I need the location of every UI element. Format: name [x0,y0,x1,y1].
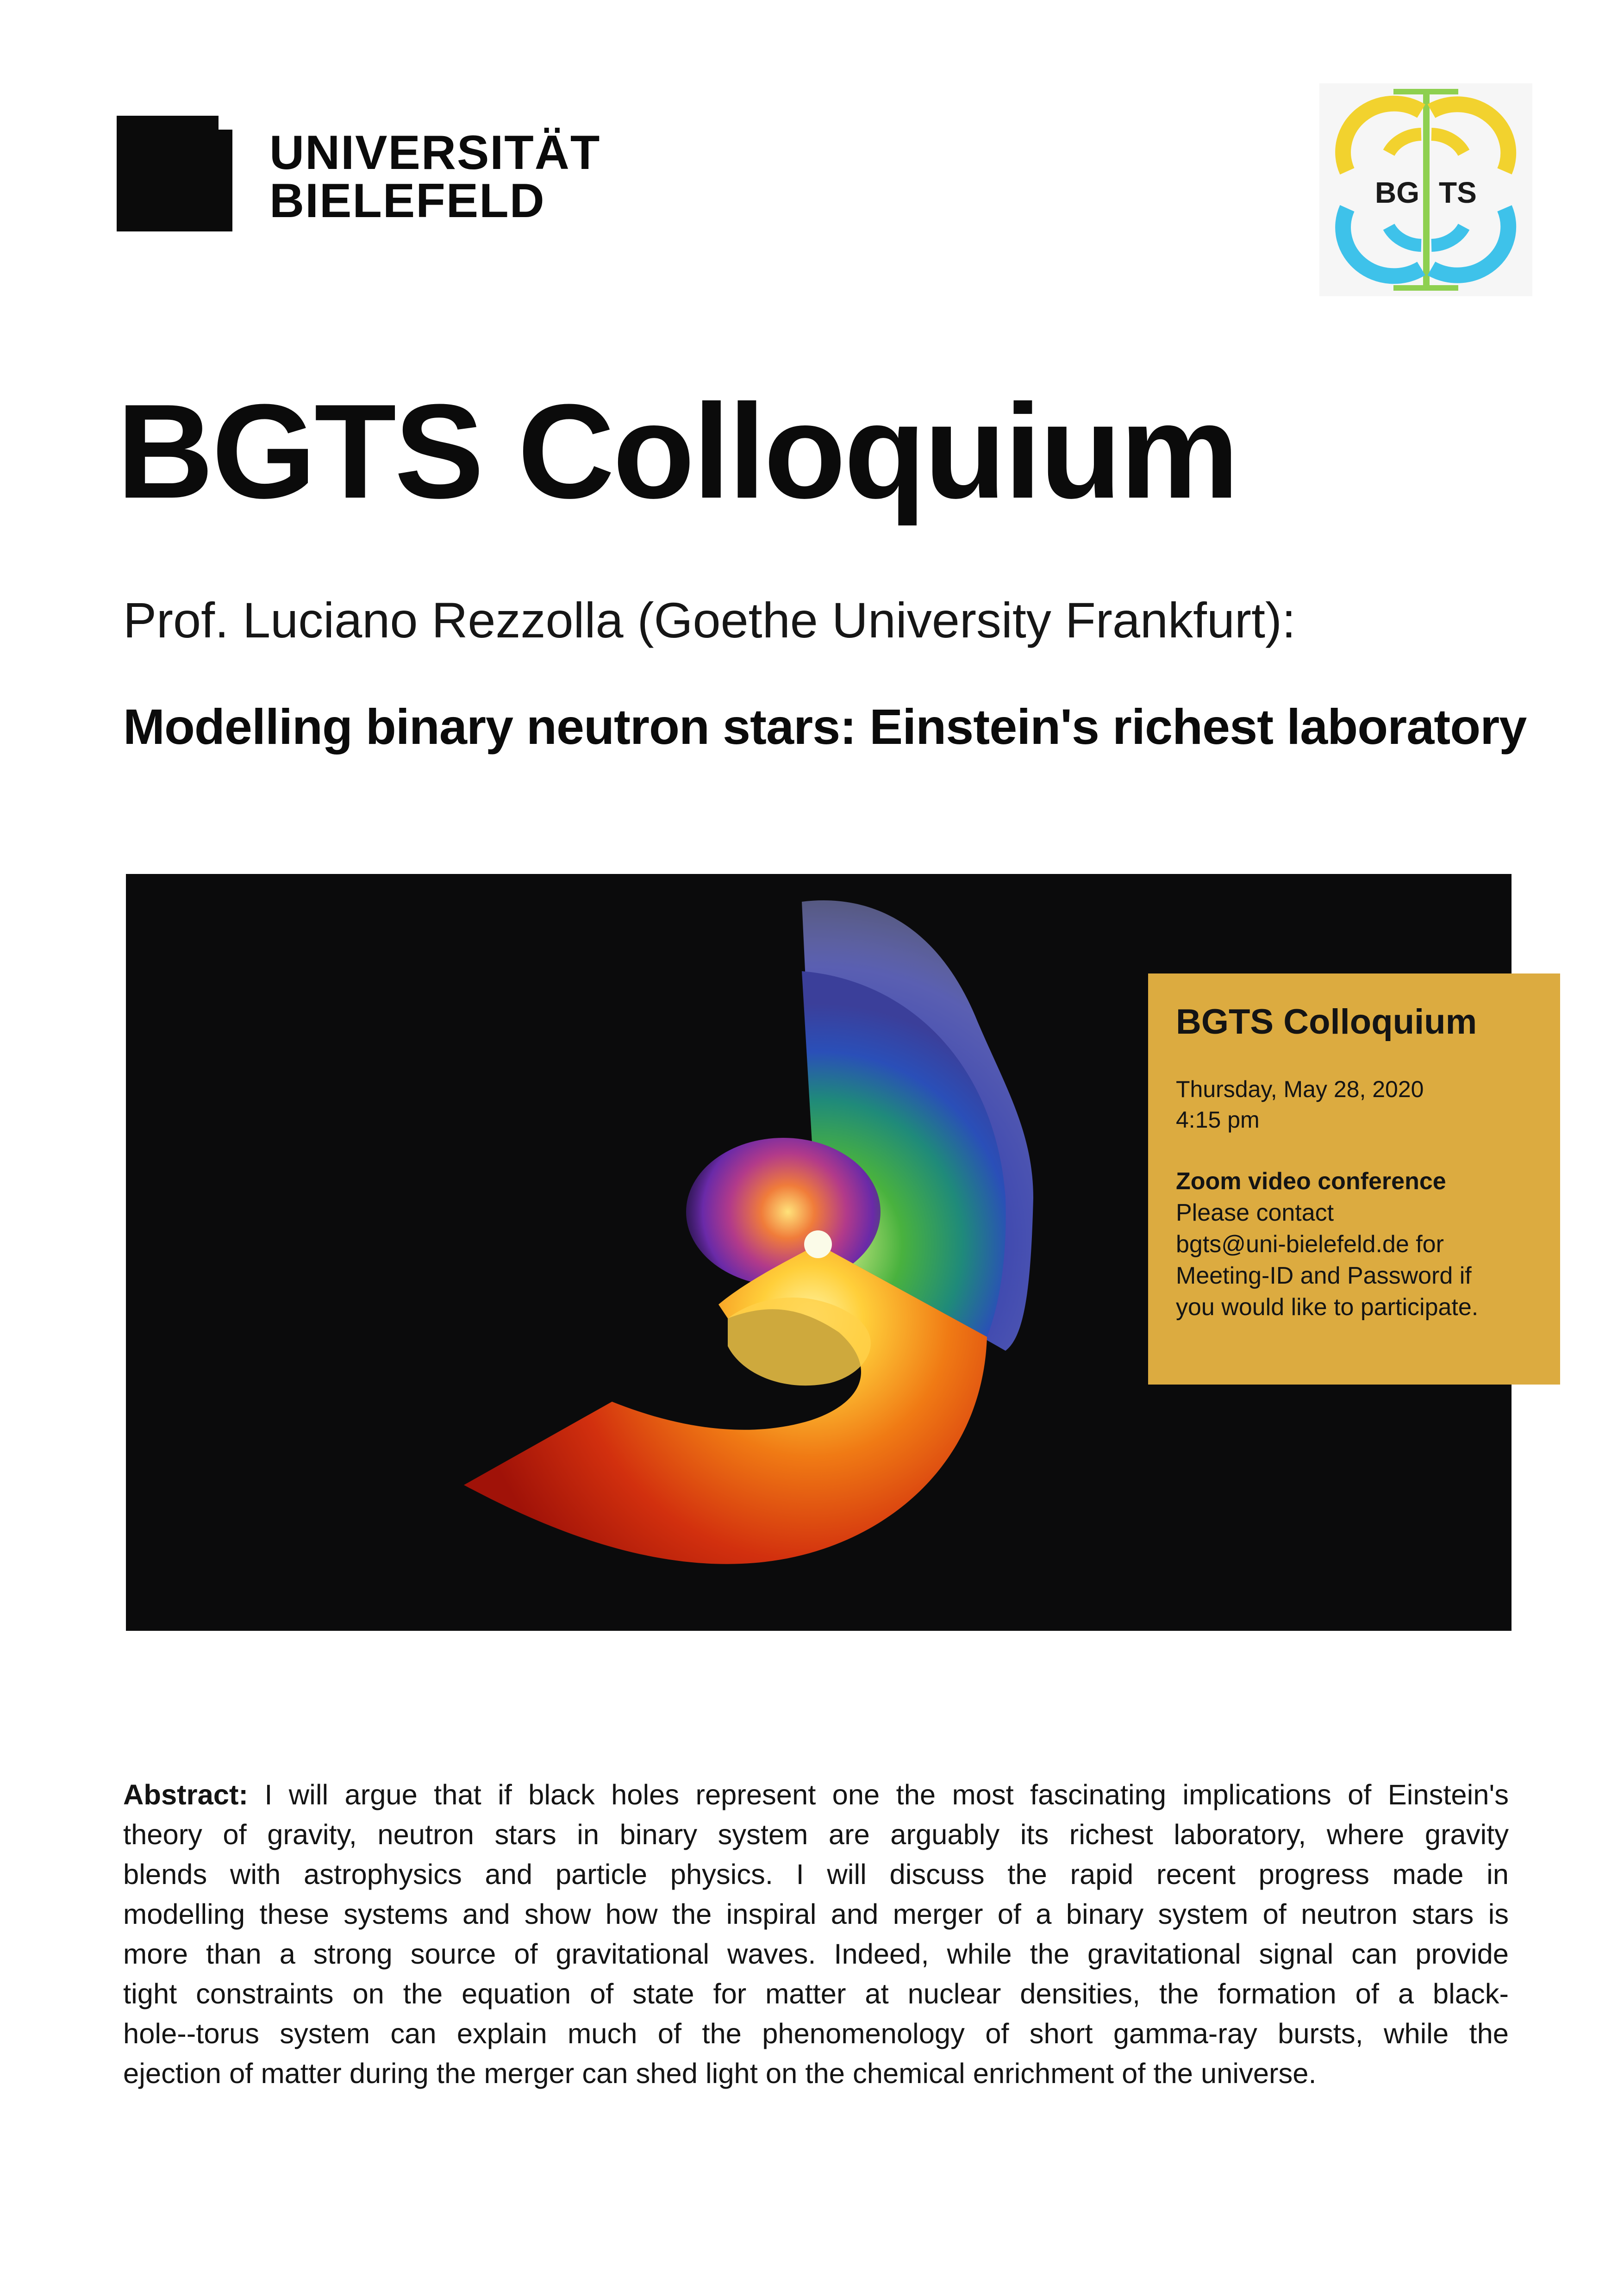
abstract [123,1775,1509,2094]
bgts-logo-left-text: BG [1375,176,1419,209]
abstract-line [123,1775,1509,1815]
abstract-line: more than a strong source of gravitational waves. Indeed, while the gravitational signal can provide [123,1938,1509,1970]
bgts-logo [1319,83,1532,296]
university-logo [117,116,603,232]
university-name-line1: UNIVERSITÄT [269,126,601,180]
contact-line: Meeting-ID and Password if [1176,1262,1472,1289]
abstract-line: ejection of matter during the merger can shed light on the chemical enrichment of the universe. [123,2058,1317,2090]
abstract-line: modelling these systems and show how the inspiral and merger of a binary system of neutron stars is [123,1898,1509,1930]
talk-title: Modelling binary neutron stars: Einstein's richest laboratory [123,699,1527,755]
university-mark-icon [117,116,232,231]
info-title: BGTS Colloquium [1176,1002,1477,1042]
abstract-line: theory of gravity, neutron stars in binary system are arguably its richest laboratory, where gravity [123,1819,1509,1851]
abstract-text: I will argue that if black holes represent one the most fascinating implications of Einstein's [248,1779,1509,1811]
bgts-logo-right-text: TS [1439,176,1477,209]
abstract-label: Abstract: [123,1779,248,1811]
event-time: 4:15 pm [1176,1107,1260,1133]
abstract-line: hole--torus system can explain much of the phenomenology of short gamma-ray bursts, while the [123,2018,1509,2050]
speaker: Prof. Luciano Rezzolla (Goethe University Frankfurt): [123,592,1296,648]
event-info-box [1148,973,1560,1385]
contact-line: you would like to participate. [1176,1294,1479,1321]
event-date: Thursday, May 28, 2020 [1176,1076,1424,1102]
abstract-line: tight constraints on the equation of state for matter at nuclear densities, the formation of a black- [123,1978,1509,2010]
university-name [269,126,601,228]
contact-line: bgts@uni-bielefeld.de for [1176,1231,1444,1258]
page-title: BGTS Colloquium [117,376,1237,526]
contact-line: Please contact [1176,1199,1334,1226]
event-venue: Zoom video conference [1176,1168,1446,1195]
abstract-line: blends with astrophysics and particle physics. I will discuss the rapid recent progress made in [123,1859,1509,1890]
university-name-line2: BIELEFELD [269,174,545,228]
contact-info [1176,1197,1560,1323]
